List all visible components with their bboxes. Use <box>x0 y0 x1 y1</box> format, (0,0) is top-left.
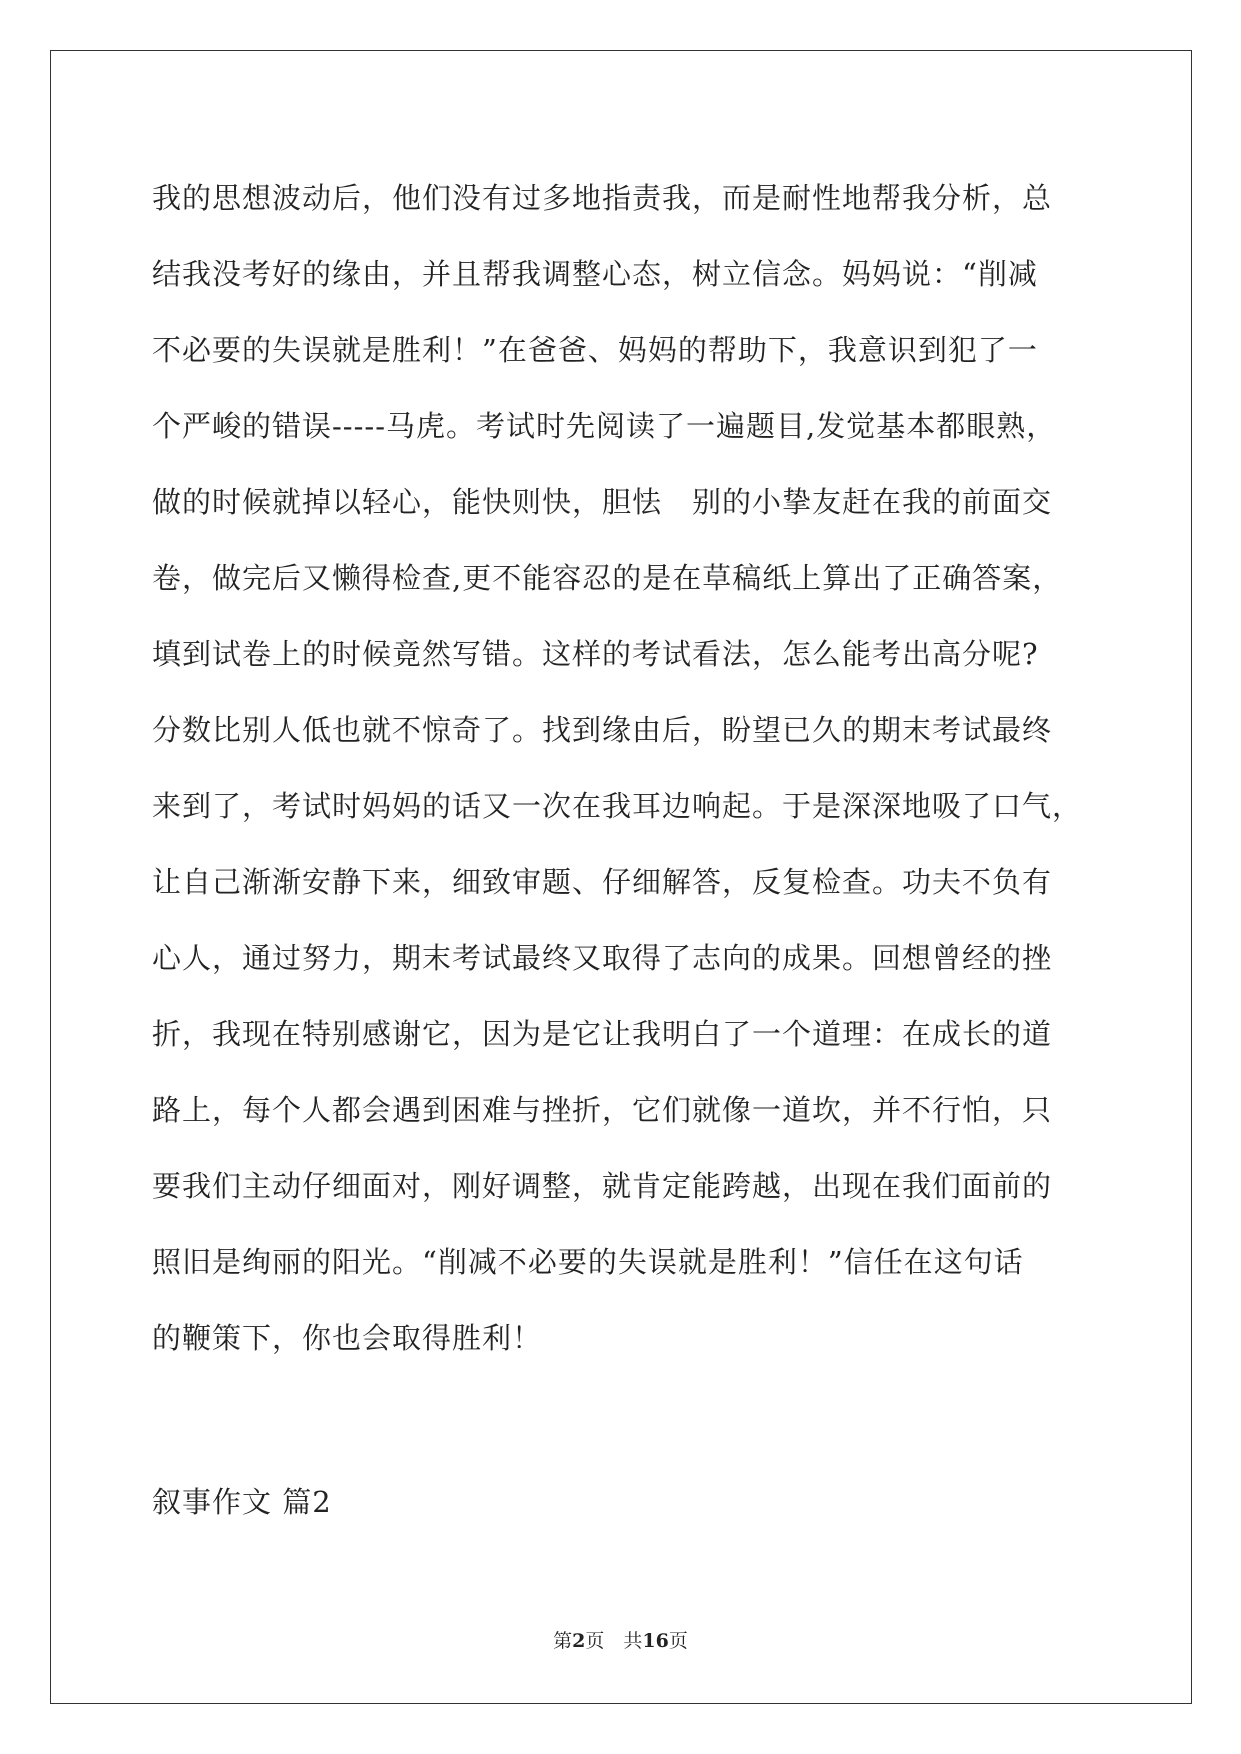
footer-prefix: 第 <box>553 1630 573 1652</box>
text-line: 心人，通过努力，期末考试最终又取得了志向的成果。回想曾经的挫 <box>152 941 1053 975</box>
footer-page-number: 2 <box>572 1630 586 1652</box>
footer-total-pages: 16 <box>642 1630 669 1652</box>
text-line: 分数比别人低也就不惊奇了。找到缘由后，盼望已久的期末考试最终 <box>152 713 1053 747</box>
section-heading: 叙事作文 篇2 <box>152 1485 332 1519</box>
text-line: 路上，每个人都会遇到困难与挫折，它们就像一道坎，并不行怕，只 <box>152 1093 1053 1127</box>
text-line: 来到了，考试时妈妈的话又一次在我耳边响起。于是深深地吸了口气， <box>152 789 1083 823</box>
text-line: 照旧是绚丽的阳光。“削减不必要的失误就是胜利！”信任在这句话 <box>152 1245 1024 1279</box>
page-footer <box>0 1626 1241 1653</box>
footer-suffix: 页 <box>668 1630 688 1652</box>
essay-body <box>152 160 1092 1376</box>
text-line: 做的时候就掉以轻心，能快则快，胆怯 别的小挚友赶在我的前面交 <box>152 485 1053 519</box>
text-line: 结我没考好的缘由，并且帮我调整心态，树立信念。妈妈说：“削减 <box>152 257 1038 291</box>
text-line: 不必要的失误就是胜利！”在爸爸、妈妈的帮助下，我意识到犯了一 <box>152 333 1038 367</box>
text-line: 折，我现在特别感谢它，因为是它让我明白了一个道理：在成长的道 <box>152 1017 1053 1051</box>
text-line: 让自己渐渐安静下来，细致审题、仔细解答，反复检查。功夫不负有 <box>152 865 1053 899</box>
text-line: 卷，做完后又懒得检查,更不能容忍的是在草稿纸上算出了正确答案， <box>152 561 1063 595</box>
footer-mid: 页 共 <box>585 1630 643 1652</box>
text-line: 填到试卷上的时候竟然写错。这样的考试看法，怎么能考出高分呢? <box>152 637 1039 671</box>
text-line: 个严峻的错误-----马虎。考试时先阅读了一遍题目,发觉基本都眼熟， <box>152 409 1057 443</box>
text-line: 我的思想波动后，他们没有过多地指责我，而是耐性地帮我分析，总 <box>152 181 1053 215</box>
text-line: 的鞭策下，你也会取得胜利！ <box>152 1321 543 1355</box>
text-line: 要我们主动仔细面对，刚好调整，就肯定能跨越，出现在我们面前的 <box>152 1169 1053 1203</box>
